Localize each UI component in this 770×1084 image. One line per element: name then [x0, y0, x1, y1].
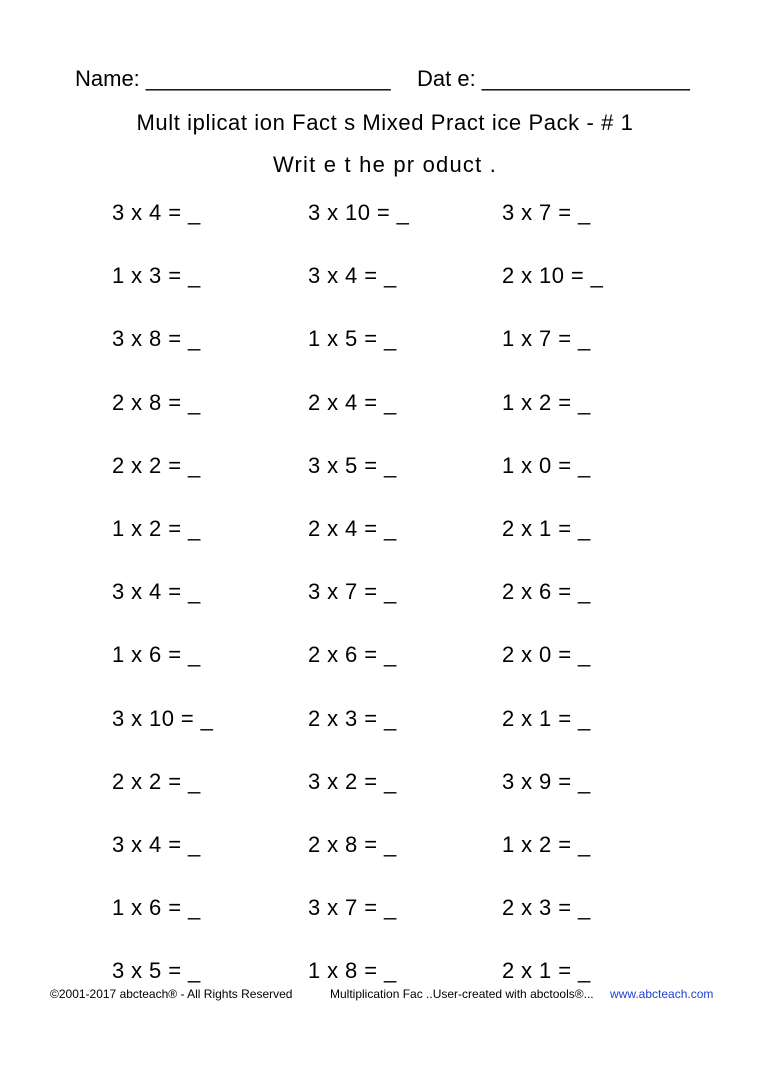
worksheet-instruction: Writ e t he pr oduct . — [272, 152, 498, 177]
problem-item: 2 x 6 = _ — [308, 642, 397, 667]
footer-document-info: Multiplication Fac ..User-created with abctools®... — [330, 987, 594, 1001]
worksheet-title: Mult iplicat ion Fact s Mixed Pract ice Pack - # 1 — [136, 110, 634, 135]
problem-item: 1 x 2 = _ — [502, 832, 591, 857]
problem-item: 2 x 10 = _ — [502, 263, 604, 288]
problem-item: 3 x 10 = _ — [112, 706, 214, 731]
problem-item: 2 x 3 = _ — [308, 706, 397, 731]
problem-item: 2 x 4 = _ — [308, 516, 397, 541]
problem-item: 1 x 3 = _ — [112, 263, 201, 288]
problem-item: 1 x 0 = _ — [502, 453, 591, 478]
problem-item: 3 x 10 = _ — [308, 200, 410, 225]
problem-item: 3 x 2 = _ — [308, 769, 397, 794]
problem-item: 2 x 0 = _ — [502, 642, 591, 667]
problem-item: 2 x 8 = _ — [112, 390, 201, 415]
problem-item: 2 x 3 = _ — [502, 895, 591, 920]
problem-item: 3 x 7 = _ — [308, 579, 397, 604]
problem-item: 1 x 6 = _ — [112, 895, 201, 920]
problem-item: 2 x 1 = _ — [502, 958, 591, 983]
problem-item: 3 x 4 = _ — [112, 579, 201, 604]
problem-item: 1 x 7 = _ — [502, 326, 591, 351]
problem-item: 3 x 5 = _ — [112, 958, 201, 983]
name-field: Name: ____________________ — [75, 66, 391, 91]
problem-item: 3 x 4 = _ — [112, 832, 201, 857]
problem-item: 3 x 9 = _ — [502, 769, 591, 794]
problem-item: 3 x 7 = _ — [308, 895, 397, 920]
problem-item: 2 x 2 = _ — [112, 453, 201, 478]
problem-item: 3 x 4 = _ — [308, 263, 397, 288]
problem-item: 3 x 7 = _ — [502, 200, 591, 225]
problem-item: 1 x 6 = _ — [112, 642, 201, 667]
problem-item: 2 x 8 = _ — [308, 832, 397, 857]
date-field: Dat e: _________________ — [417, 66, 690, 91]
page-footer — [0, 984, 770, 1004]
problem-item: 1 x 2 = _ — [112, 516, 201, 541]
problem-item: 2 x 4 = _ — [308, 390, 397, 415]
problem-item: 3 x 8 = _ — [112, 326, 201, 351]
problem-item: 2 x 1 = _ — [502, 706, 591, 731]
problem-item: 1 x 2 = _ — [502, 390, 591, 415]
problem-item: 2 x 1 = _ — [502, 516, 591, 541]
footer-site-link[interactable]: www.abcteach.com — [610, 987, 714, 1001]
problem-item: 2 x 2 = _ — [112, 769, 201, 794]
problem-item: 2 x 6 = _ — [502, 579, 591, 604]
footer-copyright: ©2001-2017 abcteach® - All Rights Reserved — [50, 987, 293, 1001]
problem-item: 3 x 5 = _ — [308, 453, 397, 478]
problem-item: 3 x 4 = _ — [112, 200, 201, 225]
problem-item: 1 x 5 = _ — [308, 326, 397, 351]
problem-item: 1 x 8 = _ — [308, 958, 397, 983]
